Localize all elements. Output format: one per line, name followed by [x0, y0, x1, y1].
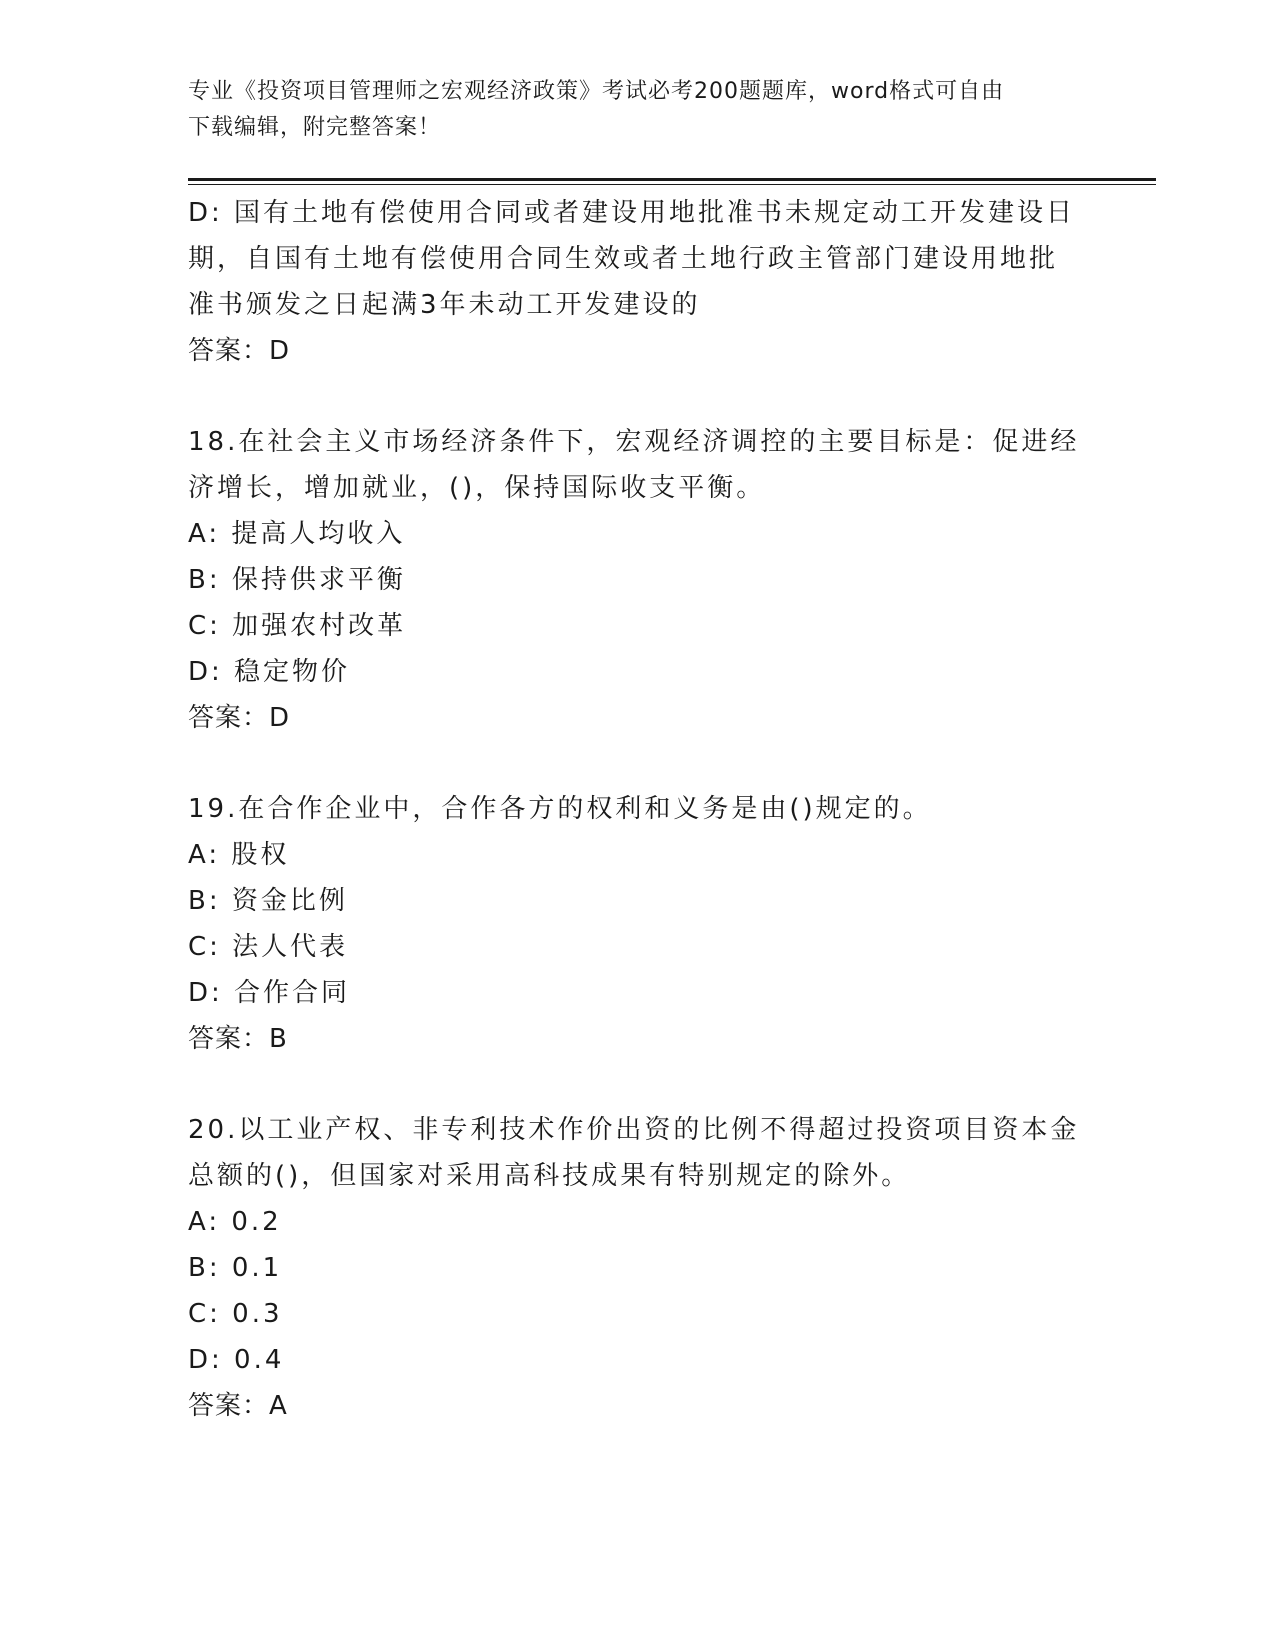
option-d: D: 合作合同: [188, 978, 351, 1008]
option-b: B: 0.1: [188, 1253, 283, 1283]
option-a: A: 提高人均收入: [188, 519, 406, 549]
prev-question-continuation: [188, 190, 1088, 374]
question-stem-line: 18.在社会主义市场经济条件下，宏观经济调控的主要目标是：促进经: [188, 427, 1080, 457]
question-stem-line: 总额的()，但国家对采用高科技成果有特别规定的除外。: [188, 1161, 911, 1191]
option-b: B: 保持供求平衡: [188, 565, 406, 595]
spacer: [188, 741, 1088, 786]
spacer: [188, 374, 1088, 419]
question-20: [188, 1107, 1088, 1429]
option-d: D: 0.4: [188, 1345, 285, 1375]
option-d-line: 期，自国有土地有偿使用合同生效或者土地行政主管部门建设用地批: [188, 244, 1059, 274]
header-line-2: 下载编辑，附完整答案！: [188, 115, 442, 140]
option-a: A: 股权: [188, 840, 290, 870]
option-c: C: 加强农村改革: [188, 611, 407, 641]
question-stem-line: 20.以工业产权、非专利技术作价出资的比例不得超过投资项目资本金: [188, 1115, 1080, 1145]
spacer: [188, 1062, 1088, 1107]
option-d: D: 稳定物价: [188, 657, 351, 687]
option-b: B: 资金比例: [188, 886, 348, 916]
question-stem-line: 19.在合作企业中，合作各方的权利和义务是由()规定的。: [188, 794, 932, 824]
question-18: [188, 419, 1088, 741]
question-19: [188, 786, 1088, 1062]
option-a: A: 0.2: [188, 1207, 282, 1237]
answer-line: 答案：B: [188, 1024, 288, 1054]
question-list: [188, 190, 1088, 1429]
answer-line: 答案：D: [188, 336, 291, 366]
header-divider-thin: [188, 184, 1156, 185]
option-d-line: D: 国有土地有偿使用合同或者建设用地批准书未规定动工开发建设日: [188, 198, 1076, 228]
answer-line: 答案：D: [188, 703, 291, 733]
question-stem-line: 济增长，增加就业，()，保持国际收支平衡。: [188, 473, 766, 503]
option-d-line: 准书颁发之日起满3年未动工开发建设的: [188, 290, 701, 320]
header-line-1: 专业《投资项目管理师之宏观经济政策》考试必考200题题库，word格式可自由: [188, 79, 1005, 104]
option-c: C: 0.3: [188, 1299, 283, 1329]
header-divider-thick: [188, 178, 1156, 181]
document-header: [188, 74, 1088, 146]
option-c: C: 法人代表: [188, 932, 349, 962]
answer-line: 答案：A: [188, 1391, 288, 1421]
